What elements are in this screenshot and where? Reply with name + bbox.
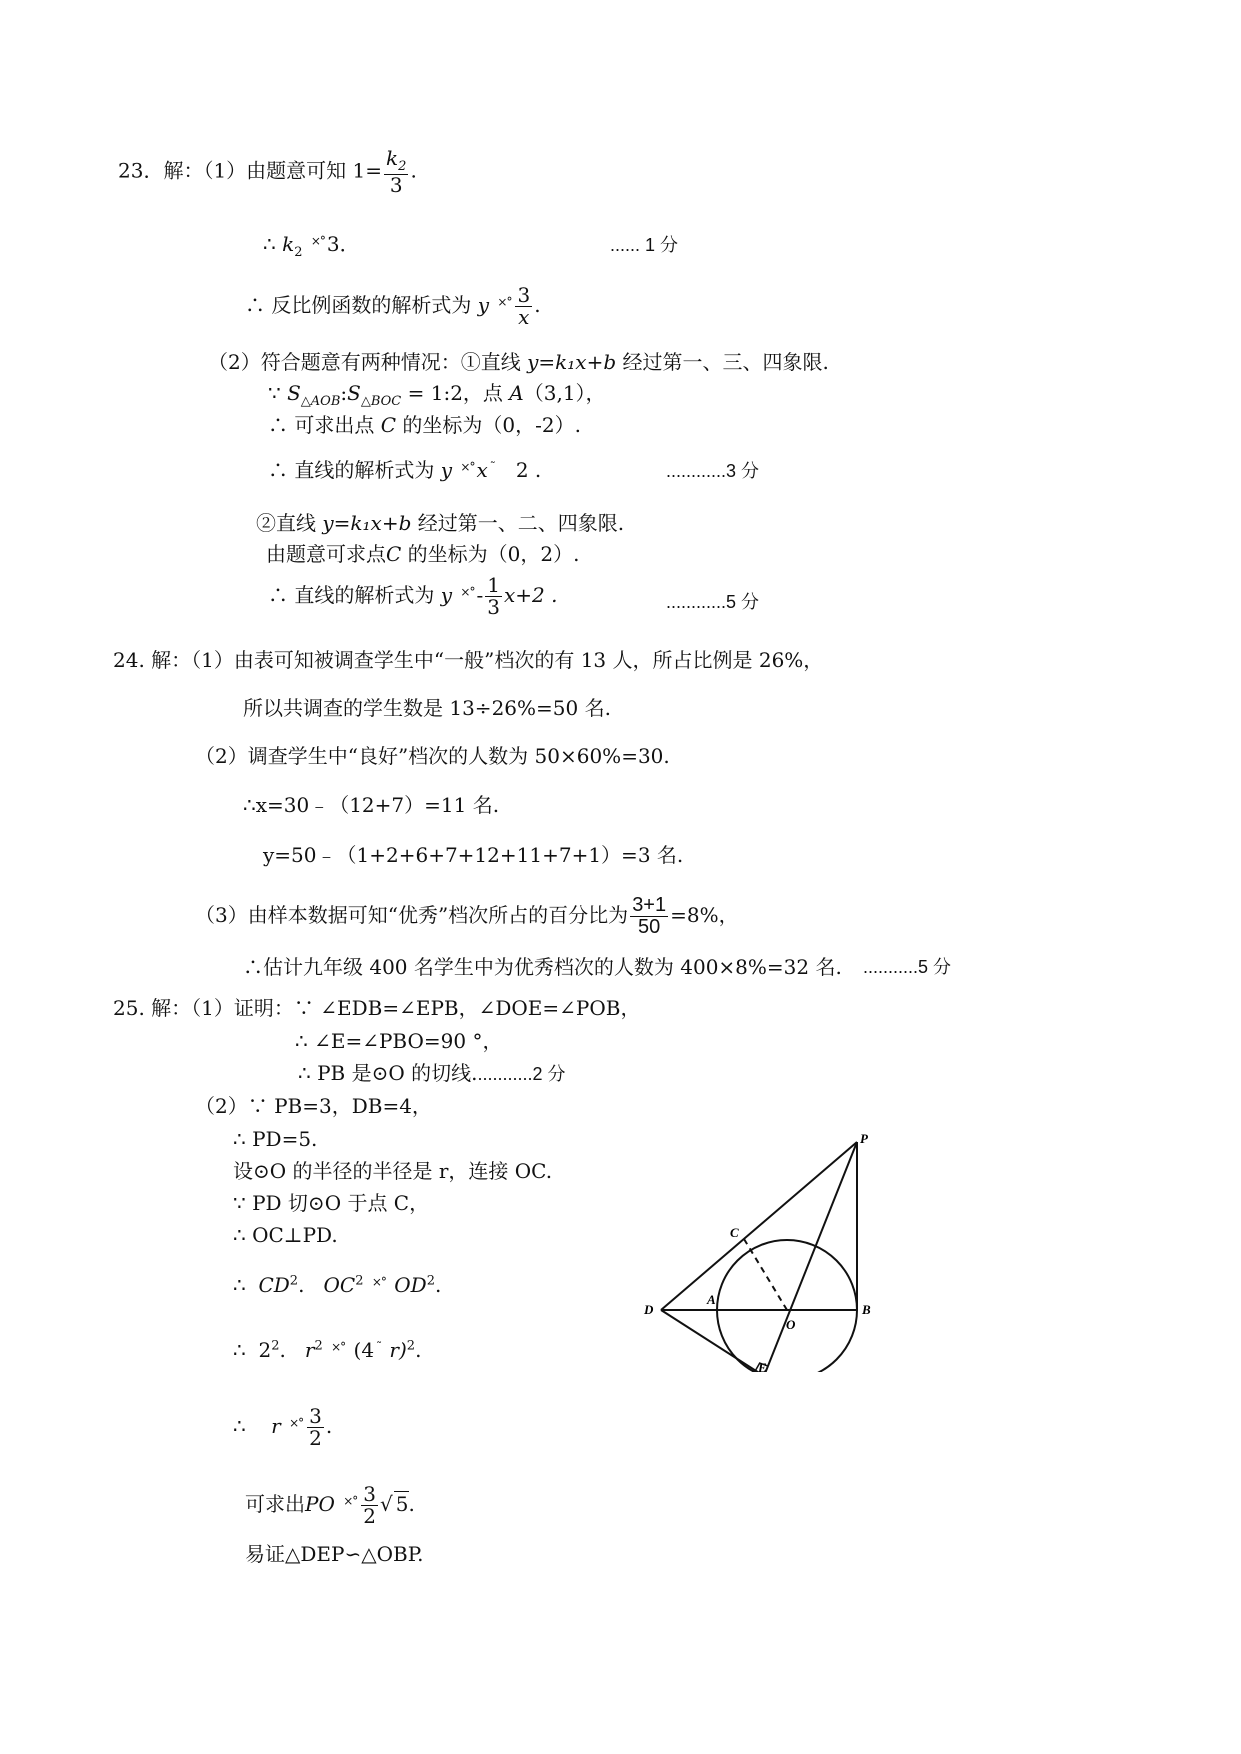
q25-line3: ∴ PB 是⊙O 的切线............2 分 <box>298 1061 566 1085</box>
po-fraction: $\frac{3}{2}$ <box>363 1482 377 1528</box>
q23-part2-line: （2）符合题意有两种情况：①直线 y=k₁x+b 经过第一、三、四象限. <box>208 350 829 374</box>
q25-line1: 25. 解：（1）证明：∵ ∠EDB=∠EPB，∠DOE=∠POB， <box>113 996 641 1020</box>
line-oc-dashed <box>744 1239 787 1310</box>
q23-case2-c-line: 由题意可求点C 的坐标为（0，2）. <box>266 542 580 566</box>
q24-line5: y=50﹣（1+2+6+7+12+11+7+1）=3 名. <box>263 843 684 867</box>
circle-o <box>717 1240 857 1372</box>
geometry-figure <box>640 1132 900 1372</box>
q25-line5: ∴ PD=5. <box>233 1127 318 1151</box>
q24-line3: （2）调查学生中“良好”档次的人数为 50×60%=30. <box>195 744 670 768</box>
q25-line2: ∴ ∠E=∠PBO=90 °， <box>295 1029 503 1053</box>
label-c: C <box>730 1225 739 1240</box>
q23-line-eq-1: ∴ 直线的解析式为 y ×° x ˜ 2 . <box>268 458 542 482</box>
q25-line11: ∴ r ×° $\frac{3}{2}$ . <box>233 1404 333 1450</box>
q23-c-coord-line: ∴ 可求出点 C 的坐标为（0，-2）. <box>268 413 581 437</box>
line-dp <box>661 1142 857 1310</box>
q23-line-eq-2: ∴ 直线的解析式为 y ×° - $\frac{1}{3}$ x+2 . <box>268 573 558 619</box>
q24-line4: ∴x=30﹣（12+7）=11 名. <box>243 793 500 817</box>
percent-fraction: $\frac{3+1}{50}$ <box>632 894 667 938</box>
q25-line6: 设⊙O 的半径的半径是 r，连接 OC. <box>233 1159 553 1183</box>
r-fraction: $\frac{3}{2}$ <box>309 1404 322 1450</box>
q23-line3: ∴ 反比例函数的解析式为 y ×° $\frac{3}{x}$ . <box>245 283 541 329</box>
q25-line10: ∴ $2^2$. $r^2$ ×° (4 ˜ r)$^2$. <box>233 1338 422 1362</box>
q23-case2-line: ②直线 y=k₁x+b 经过第一、二、四象限. <box>256 511 625 535</box>
1-over-3-fraction: $\frac{1}{3}$ <box>487 573 500 619</box>
q23-eq-one: 1= <box>352 158 383 183</box>
label-p: P <box>860 1132 868 1146</box>
line-de <box>661 1310 764 1372</box>
q23-score-3: ............3 分 <box>666 461 760 481</box>
q23-line1: 23．解：（1）由题意可知 1= $\frac{k_2}{3}$ . <box>118 146 417 197</box>
q25-line12: 可求出PO ×° $\frac{3}{2}$ √ 5. <box>245 1482 415 1528</box>
3-over-x-fraction: $\frac{3}{x}$ <box>517 283 531 329</box>
q24-score-5: ...........5 分 <box>863 957 952 977</box>
q23-score-1: ...... 1 分 <box>610 235 679 255</box>
q25-line7: ∵ PD 切⊙O 于点 C， <box>233 1191 430 1215</box>
label-b: B <box>862 1302 871 1317</box>
q25-line8: ∴ OC⊥PD. <box>233 1223 338 1247</box>
q25-line4: （2）∵ PB=3，DB=4， <box>195 1094 432 1118</box>
q25-line9: ∴ $CD^2$. $OC^2$ ×° $OD^2$. <box>233 1273 442 1297</box>
q24-line7: ∴估计九年级 400 名学生中为优秀档次的人数为 400×8%=32 名. <box>243 955 842 979</box>
q23-header: 23．解：（1）由题意可知 <box>118 158 347 183</box>
q24-line2: 所以共调查的学生数是 13÷26%=50 名. <box>243 696 611 720</box>
q24-line6: （3）由样本数据可知“优秀”档次所占的百分比为 $\frac{3+1}{50}$ =8%， <box>195 894 739 938</box>
label-e: E <box>758 1360 767 1372</box>
q23-ratio-line: ∵ $S_{\triangle AOB}:S_{\triangle BOC}$ = 1:2，点 A（3,1）， <box>268 381 606 409</box>
label-a: A <box>707 1292 716 1307</box>
q25-line13: 易证△DEP∽△OBP. <box>245 1542 424 1566</box>
q23-score-5: ............5 分 <box>666 592 760 612</box>
k2-over-3-fraction: $\frac{k_2}{3}$ <box>386 146 407 197</box>
label-o: O <box>786 1317 796 1332</box>
q24-line1: 24. 解：（1）由表可知被调查学生中“一般”档次的有 13 人，所占比例是 26%， <box>113 648 824 672</box>
label-d: D <box>644 1302 654 1317</box>
q23-line2: ∴ $k_2$ ×° 3． <box>263 232 360 260</box>
line-pe <box>764 1142 857 1372</box>
